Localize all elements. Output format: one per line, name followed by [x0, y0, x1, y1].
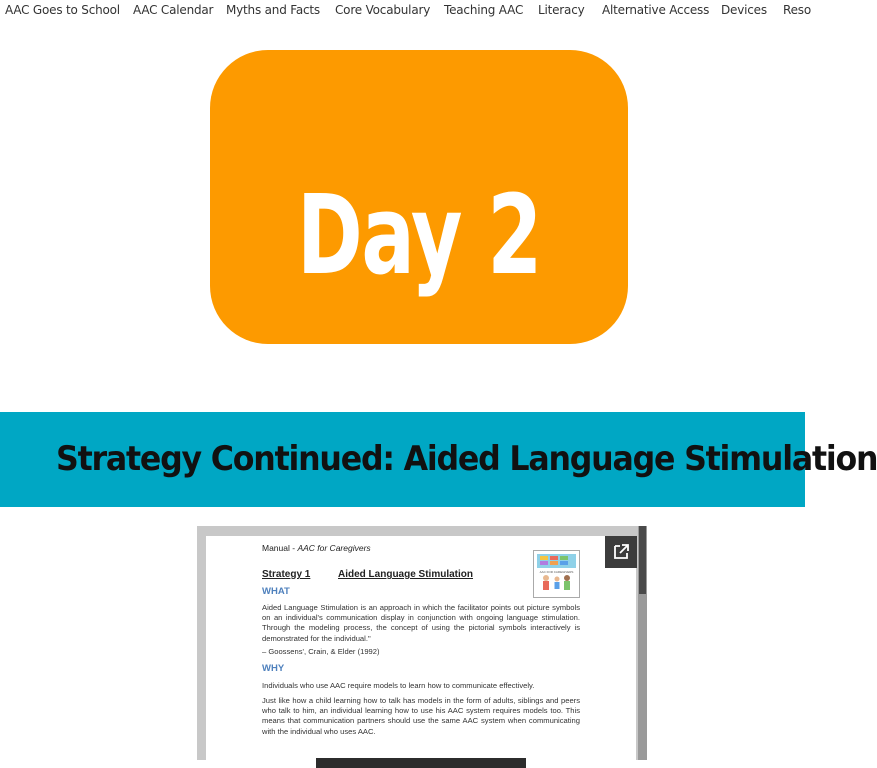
top-navigation [0, 0, 811, 22]
document-figure [316, 758, 526, 768]
strategy-title: Aided Language Stimulation [338, 569, 474, 580]
scrollbar-thumb[interactable] [639, 526, 646, 594]
nav-item-teaching-aac[interactable]: Teaching AAC [444, 3, 524, 17]
day-badge-text: Day 2 [297, 171, 541, 299]
why-heading: WHY [262, 663, 285, 674]
nav-item-alternative-access[interactable]: Alternative Access [602, 3, 710, 17]
why-body-2: Just like how a child learning how to talk has models in the form of adults, siblings and peers who talk to him, an individual learning how to use his AAC system requires models too. This means that communication partners should use the same AAC system when communicating with the individual who uses AAC. [262, 696, 580, 736]
nav-item-aac-goes-to-school[interactable]: AAC Goes to School [5, 3, 120, 17]
day-badge-image [210, 50, 628, 344]
section-banner [0, 412, 877, 507]
caregivers-illustration-icon [534, 551, 579, 597]
nav-item-resources[interactable]: Reso [783, 3, 811, 17]
nav-item-aac-calendar[interactable]: AAC Calendar [133, 3, 214, 17]
why-body-1: Individuals who use AAC require models to learn how to communicate effectively. [262, 681, 535, 690]
viewer-scrollbar[interactable] [638, 526, 647, 760]
embedded-document-viewer[interactable] [197, 526, 647, 760]
open-in-new-window-button[interactable] [605, 536, 637, 568]
document-page [206, 536, 636, 766]
nav-item-core-vocabulary[interactable]: Core Vocabulary [335, 3, 431, 17]
what-body: Aided Language Stimulation is an approach in which the facilitator points out picture symbols on an individual's communication display in conjunction with ongoing language stimulation. Through the modeling process, the concept of using the pictorial symbols interactively is demonstrated for the individual." [262, 603, 580, 643]
open-in-new-icon [605, 536, 637, 568]
document-header: Manual - AAC for Caregivers [262, 543, 371, 553]
aac-for-caregivers-thumbnail [533, 550, 580, 598]
nav-item-literacy[interactable]: Literacy [538, 3, 585, 17]
nav-item-devices[interactable]: Devices [721, 3, 767, 17]
what-heading: WHAT [262, 586, 290, 597]
strategy-label: Strategy 1 [262, 569, 311, 580]
citation: – Goossens', Crain, & Elder (1992) [262, 647, 380, 656]
section-title: Strategy Continued: Aided Language Stimulation [56, 439, 877, 479]
svg-text:AAC FOR CAREGIVERS: AAC FOR CAREGIVERS [539, 570, 574, 574]
nav-item-myths-and-facts[interactable]: Myths and Facts [226, 3, 320, 17]
